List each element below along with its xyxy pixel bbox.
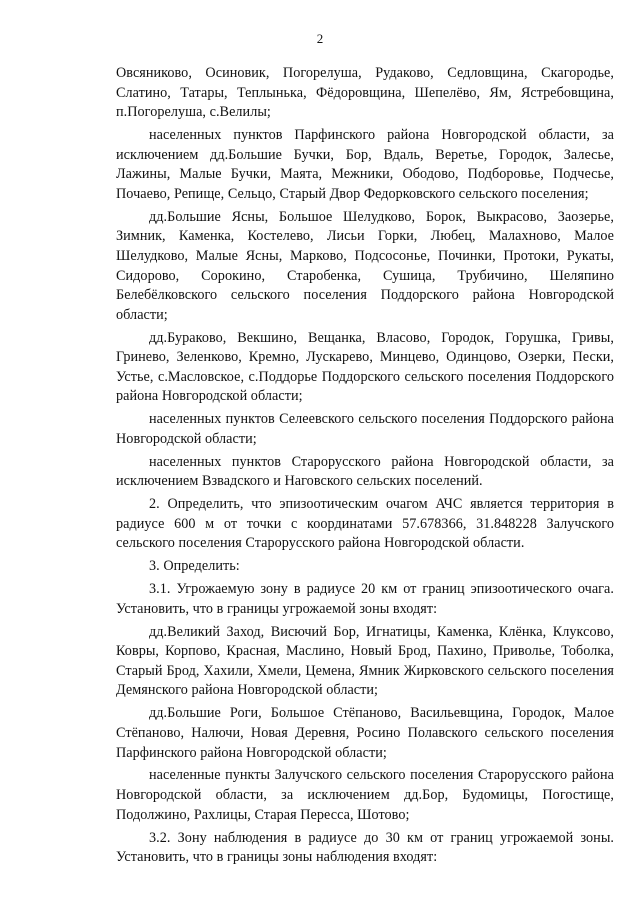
paragraph-poddorskoe-settlement: дд.Бураково, Векшино, Вещанка, Власово, Городок, Горушка, Гривы, Гринево, Зеленково, Кремно, Лускарево, Минцево, Одинцово, Озерки, Пески, Устье, с.Масловское, с.Поддорье Поддорского сельского поселения Поддорского района Новгородской области; bbox=[116, 329, 614, 405]
paragraph-settlements-list-continued: Овсяниково, Осиновик, Погорелуша, Рудаково, Седловщина, Скагородье, Слатино, Татары, Теплынька, Фёдоровщина, Шепелёво, Ям, Ястребовщина, п.Погорелуша, с.Велилы; bbox=[116, 65, 614, 121]
paragraph-item-3-2-observation-zone: 3.2. Зону наблюдения в радиусе до 30 км от границ угрожаемой зоны. Установить, что в границы зоны наблюдения входят: bbox=[116, 829, 614, 866]
paragraph-starorussky-district: населенных пунктов Старорусского района Новгородской области, за исключением Взвадского и Наговского сельских поселений. bbox=[116, 453, 614, 490]
paragraph-item-3-heading: 3. Определить: bbox=[149, 558, 240, 575]
paragraph-seleevskoe-settlement: населенных пунктов Селеевского сельского поселения Поддорского района Новгородской области; bbox=[116, 411, 614, 447]
paragraph-item-3-1-threatened-zone: 3.1. Угрожаемую зону в радиусе 20 км от границ эпизоотического очага. Установить, что в границы угрожаемой зоны входят: bbox=[116, 581, 614, 617]
paragraph-parfinsky-district: населенных пунктов Парфинского района Новгородской области, за исключением дд.Большие Бучки, Бор, Вдаль, Веретье, Городок, Залесье, Лажины, Малые Бучки, Маята, Межники, Ободово, Подборовье, Подчесье, Почаево, Репище, Сельцо, Старый Двор Федорковского сельского поселения; bbox=[116, 127, 614, 202]
paragraph-polavskoe-settlement: дд.Большие Роги, Большое Стёпаново, Васильевщина, Городок, Малое Стёпаново, Налючи, Новая Деревня, Росино Полавского сельского поселения Парфинского района Новгородской области; bbox=[116, 705, 614, 761]
document-body bbox=[116, 64, 614, 871]
paragraph-belebyolkovskoe-settlement: дд.Большие Ясны, Большое Шелудково, Борок, Выкрасово, Заозерье, Зимник, Каменка, Костелево, Лисьи Горки, Любец, Малахново, Малое Шелудково, Малые Ясны, Марково, Подсосонье, Починки, Протоки, Рукаты, Сидорово, Сорокино, Старобенка, Сушица, Трубичино, Шеляпино Белебёлковского сельского поселения Поддорского района Новгородской области; bbox=[116, 208, 614, 323]
paragraph-zaluchskoe-settlement: населенные пункты Залучского сельского поселения Старорусского района Новгородской области, за исключением дд.Бор, Будомицы, Погостище, Подолжино, Рахлицы, Старая Пересса, Шотово; bbox=[116, 767, 614, 823]
paragraph-zhirkovskoe-settlement: дд.Великий Заход, Висючий Бор, Игнатицы, Каменка, Клёнка, Клуксово, Ковры, Корпово, Красная, Маслино, Новый Брод, Пахино, Приволье, Тоболка, Старый Брод, Хахили, Хмели, Цемена, Ямник Жирковского сельского поселения Демянского района Новгородской области; bbox=[116, 623, 614, 699]
page-number: 2 bbox=[316, 31, 324, 46]
paragraph-item-2-outbreak-focus: 2. Определить, что эпизоотическим очагом АЧС является территория в радиусе 600 м от точки с координатами 57.678366, 31.848228 Залучского сельского поселения Старорусского района Новгородской области. bbox=[116, 496, 614, 552]
